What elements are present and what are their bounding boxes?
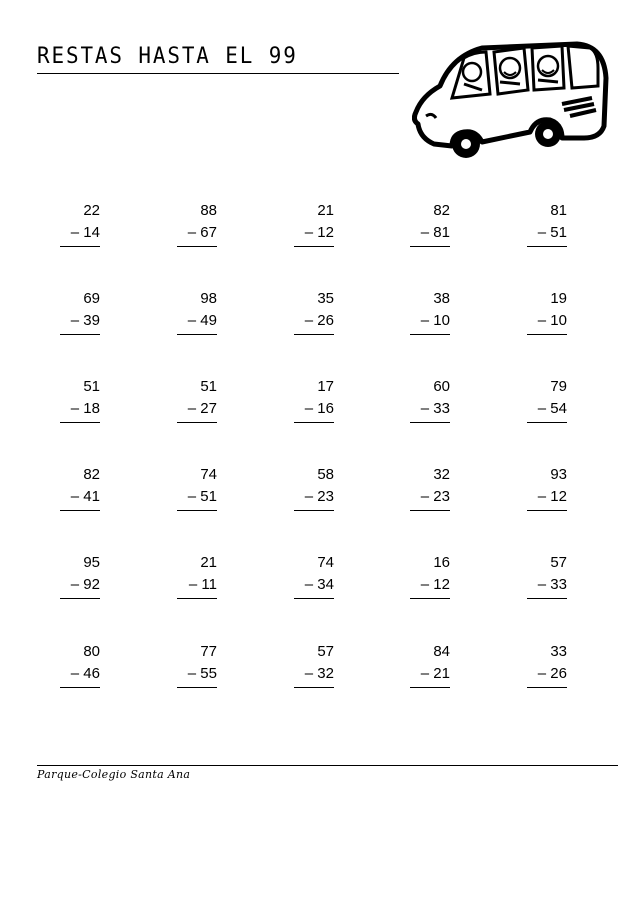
- minuend: 32: [433, 466, 450, 483]
- subtrahend: – 39: [60, 310, 100, 335]
- minuend: 98: [200, 290, 217, 307]
- subtraction-problem: [60, 376, 100, 423]
- subtrahend: – 92: [60, 574, 100, 599]
- subtrahend: – 51: [527, 222, 567, 247]
- minuend: 74: [317, 554, 334, 571]
- minuend: 21: [317, 202, 334, 219]
- subtraction-problem: [527, 200, 567, 247]
- subtrahend: – 26: [294, 310, 334, 335]
- minuend: 95: [83, 554, 100, 571]
- subtraction-problem: [527, 641, 567, 688]
- minuend: 79: [550, 378, 567, 395]
- minuend: 60: [433, 378, 450, 395]
- subtrahend: – 54: [527, 398, 567, 423]
- minuend: 17: [317, 378, 334, 395]
- subtraction-problem: [527, 376, 567, 423]
- footer-rule: [37, 765, 618, 766]
- subtrahend: – 12: [410, 574, 450, 599]
- minuend: 77: [200, 643, 217, 660]
- subtrahend: – 12: [294, 222, 334, 247]
- minuend: 22: [83, 202, 100, 219]
- subtrahend: – 55: [177, 663, 217, 688]
- subtraction-problem: [527, 288, 567, 335]
- subtrahend: – 14: [60, 222, 100, 247]
- subtrahend: – 23: [294, 486, 334, 511]
- minuend: 51: [200, 378, 217, 395]
- subtrahend: – 51: [177, 486, 217, 511]
- subtrahend: – 11: [177, 574, 217, 599]
- subtraction-problem: [294, 288, 334, 335]
- subtrahend: – 46: [60, 663, 100, 688]
- subtrahend: – 10: [410, 310, 450, 335]
- subtraction-problem: [410, 641, 450, 688]
- subtrahend: – 67: [177, 222, 217, 247]
- subtraction-problem: [410, 552, 450, 599]
- minuend: 93: [550, 466, 567, 483]
- minuend: 82: [433, 202, 450, 219]
- subtraction-problem: [294, 641, 334, 688]
- subtrahend: – 21: [410, 663, 450, 688]
- subtrahend: – 49: [177, 310, 217, 335]
- subtraction-problem: [177, 288, 217, 335]
- subtraction-problem: [294, 552, 334, 599]
- subtraction-problem: [177, 376, 217, 423]
- minuend: 58: [317, 466, 334, 483]
- subtrahend: – 27: [177, 398, 217, 423]
- subtraction-problem: [60, 200, 100, 247]
- subtrahend: – 41: [60, 486, 100, 511]
- minuend: 57: [550, 554, 567, 571]
- subtraction-problem: [294, 464, 334, 511]
- subtraction-problem: [410, 200, 450, 247]
- subtrahend: – 33: [410, 398, 450, 423]
- subtraction-problem: [177, 641, 217, 688]
- minuend: 57: [317, 643, 334, 660]
- minuend: 81: [550, 202, 567, 219]
- worksheet-title: RESTAS HASTA EL 99: [37, 44, 298, 69]
- subtraction-problem: [177, 464, 217, 511]
- minuend: 74: [200, 466, 217, 483]
- minuend: 19: [550, 290, 567, 307]
- minuend: 84: [433, 643, 450, 660]
- subtraction-problem: [60, 641, 100, 688]
- subtraction-problem: [60, 464, 100, 511]
- subtrahend: – 18: [60, 398, 100, 423]
- subtrahend: – 81: [410, 222, 450, 247]
- minuend: 88: [200, 202, 217, 219]
- subtrahend: – 33: [527, 574, 567, 599]
- subtraction-problem: [410, 464, 450, 511]
- subtraction-problem: [60, 552, 100, 599]
- subtraction-problem: [294, 200, 334, 247]
- subtraction-problem: [410, 288, 450, 335]
- footer-school-name: Parque-Colegio Santa Ana: [37, 768, 191, 781]
- subtraction-problem: [527, 552, 567, 599]
- subtraction-problem: [177, 552, 217, 599]
- subtraction-problem: [60, 288, 100, 335]
- subtraction-problem: [177, 200, 217, 247]
- subtrahend: – 16: [294, 398, 334, 423]
- subtrahend: – 34: [294, 574, 334, 599]
- minuend: 51: [83, 378, 100, 395]
- minuend: 35: [317, 290, 334, 307]
- minuend: 21: [200, 554, 217, 571]
- minuend: 69: [83, 290, 100, 307]
- minuend: 33: [550, 643, 567, 660]
- subtrahend: – 32: [294, 663, 334, 688]
- minuend: 82: [83, 466, 100, 483]
- minuend: 38: [433, 290, 450, 307]
- subtraction-problem: [527, 464, 567, 511]
- minuend: 16: [433, 554, 450, 571]
- subtrahend: – 26: [527, 663, 567, 688]
- subtraction-problem: [294, 376, 334, 423]
- subtrahend: – 10: [527, 310, 567, 335]
- subtraction-problem: [410, 376, 450, 423]
- subtrahend: – 23: [410, 486, 450, 511]
- subtrahend: – 12: [527, 486, 567, 511]
- minuend: 80: [83, 643, 100, 660]
